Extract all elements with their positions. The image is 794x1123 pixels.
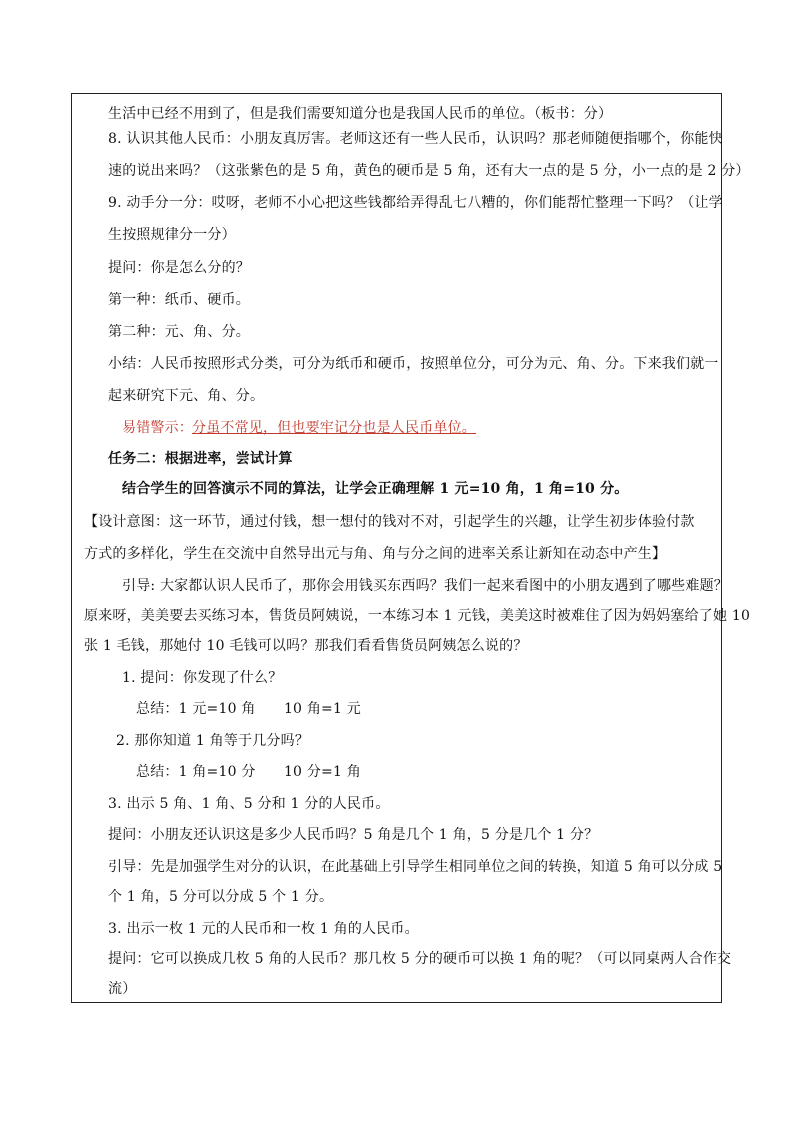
text-line: 提问：它可以换成几枚 5 角的人民币？那几枚 5 分的硬币可以换 1 角的呢？（可以同桌两人合作交: [108, 951, 732, 967]
design-intent-line: 【设计意图：这一环节，通过付钱，想一想付的钱对不对，引起学生的兴趣，让学生初步体验付款: [84, 514, 695, 530]
design-intent-line: 方式的多样化，学生在交流中自然导出元与角、角与分之间的进率关系让新知在动态中产生】: [84, 546, 667, 562]
text-line: 个 1 角，5 分可以分成 5 个 1 分。: [108, 889, 334, 905]
text-line: 引导: 大家都认识人民币了，那你会用钱买东西吗？我们一起来看图中的小朋友遇到了哪些难题？: [122, 578, 728, 594]
text-line: 小结：人民币按照形式分类，可分为纸币和硬币，按照单位分，可分为元、角、分。下来我们就一: [108, 356, 719, 372]
text-line: 3. 出示 5 角、1 角、5 分和 1 分的人民币。: [108, 796, 390, 812]
task-summary: 结合学生的回答演示不同的算法，让学会正确理解 1 元=10 角，1 角=10 分。: [122, 481, 629, 497]
text-line: 第二种：元、角、分。: [108, 324, 250, 340]
error-warning-text: 分虽不常见，但也要牢记分也是人民币单位。: [192, 420, 476, 436]
text-line: 张 1 毛钱，那她付 10 毛钱可以吗？那我们看看售货员阿姨怎么说的？: [84, 638, 528, 654]
text-line: 3. 出示一枚 1 元的人民币和一枚 1 角的人民币。: [108, 921, 419, 937]
text-line: 生活中已经不用到了，但是我们需要知道分也是我国人民币的单位。（板书：分）: [108, 106, 613, 122]
text-line: 速的说出来吗？（这张紫色的是 5 角，黄色的硬币是 5 角，还有大一点的是 5 分，小一点的是 2 分）: [108, 163, 750, 179]
summary-line: 总结：1 元=10 角 10 角=1 元: [136, 701, 361, 717]
text-line: 提问：小朋友还认识这是多少人民币吗？5 角是几个 1 角，5 分是几个 1 分？: [108, 827, 599, 843]
task-heading: 任务二：根据进率，尝试计算: [108, 451, 293, 467]
text-line: 9. 动手分一分：哎呀，老师不小心把这些钱都给弄得乱七八糟的，你们能帮忙整理一下吗？（让学: [108, 195, 723, 211]
text-line: 1. 提问：你发现了什么？: [122, 670, 283, 686]
text-line: 生按照规律分一分）: [108, 227, 236, 243]
text-line: 原来呀，美美要去买练习本，售货员阿姨说，一本练习本 1 元钱，美美这时被难住了因为妈妈塞给了她 10: [84, 608, 751, 624]
text-line: 流）: [108, 981, 137, 997]
text-line: 引导：先是加强学生对分的认识，在此基础上引导学生相同单位之间的转换，知道 5 角可以分成 5: [108, 859, 723, 875]
text-line: 第一种：纸币、硬币。: [108, 292, 250, 308]
lesson-table-cell: [71, 93, 751, 1003]
error-warning-label: 易错警示：: [122, 420, 193, 436]
text-line: 起来研究下元、角、分。: [108, 388, 265, 404]
text-line: 提问：你是怎么分的？: [108, 260, 250, 276]
text-line: 8. 认识其他人民币：小朋友真厉害。老师这还有一些人民币，认识吗？那老师随便指哪个，你能快: [108, 131, 723, 147]
summary-line: 总结：1 角=10 分 10 分=1 角: [136, 764, 361, 780]
text-line: 2. 那你知道 1 角等于几分吗？: [116, 733, 310, 749]
